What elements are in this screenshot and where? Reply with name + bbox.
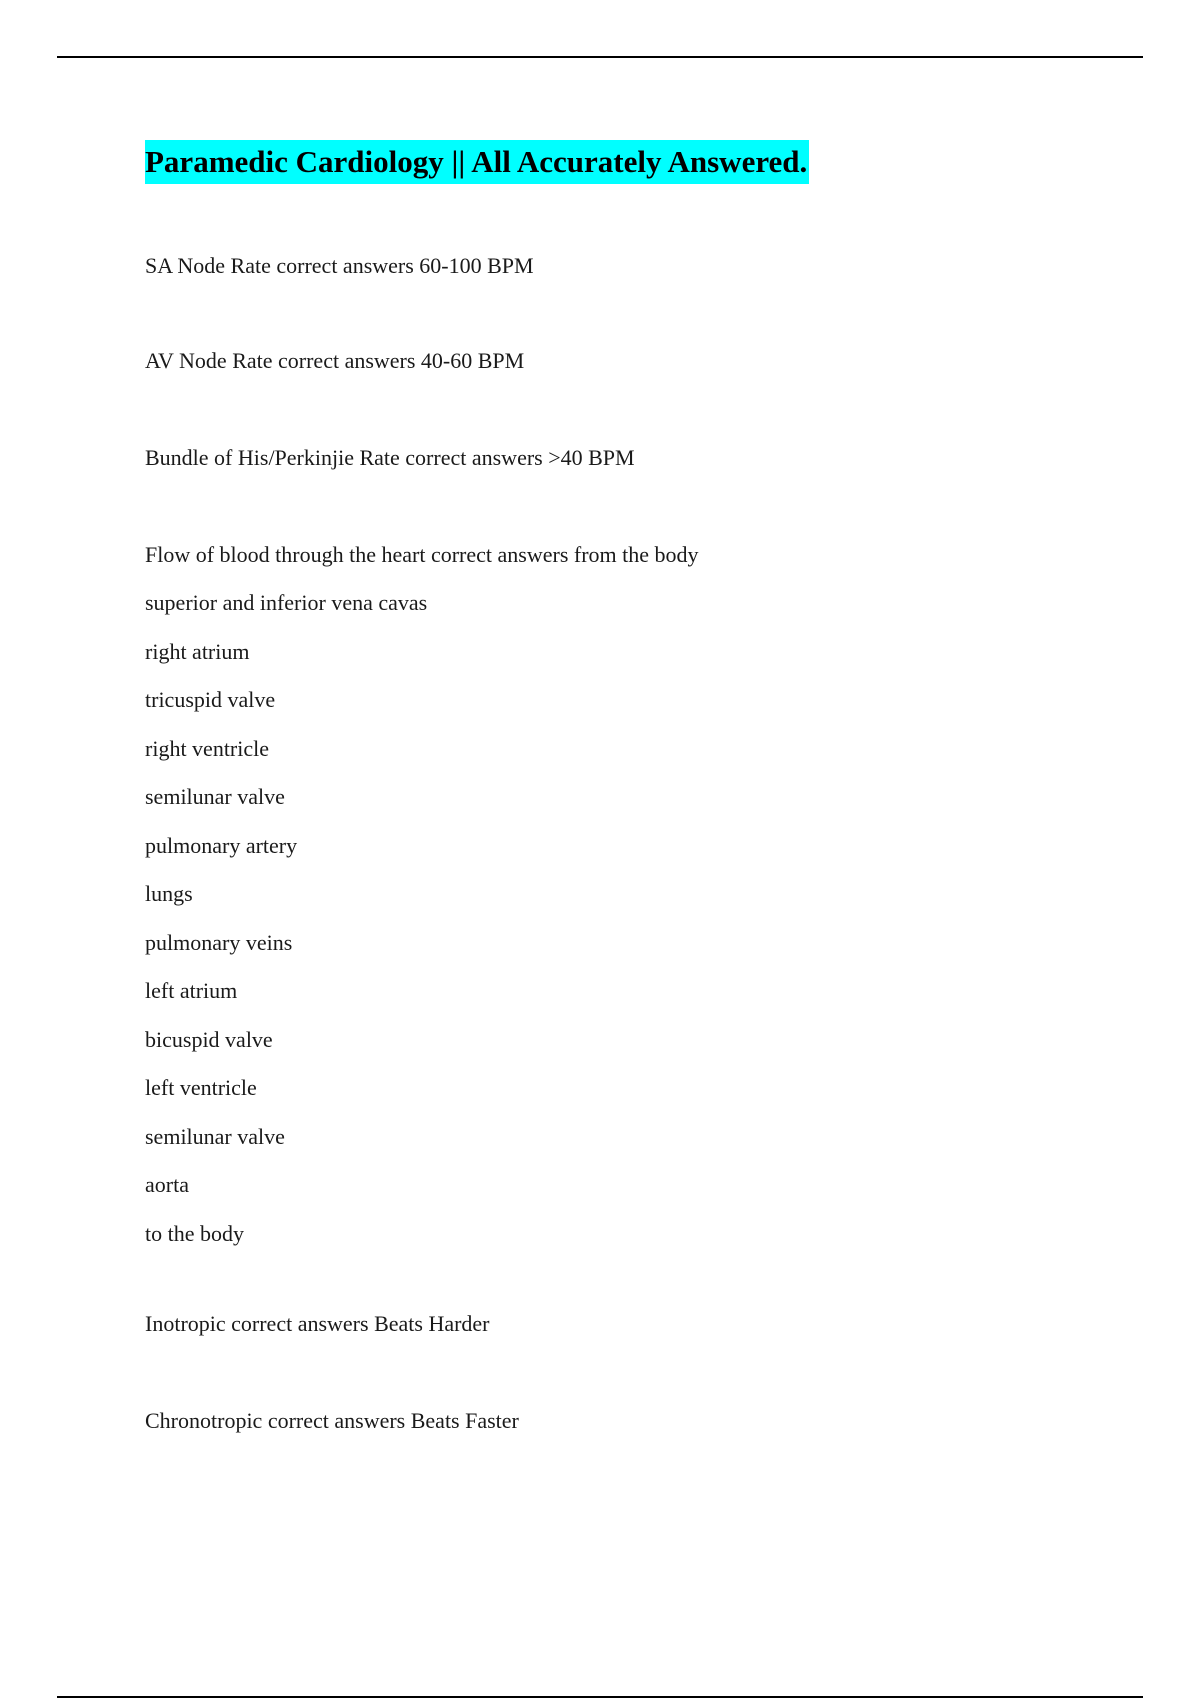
flow-step: right ventricle [145, 735, 270, 761]
flow-step: lungs [145, 881, 193, 906]
document-title: Paramedic Cardiology || All Accurately Answered. [145, 140, 809, 184]
footer-rule [57, 1696, 1143, 1698]
flow-step: superior and inferior vena cavas [145, 590, 428, 615]
flow-step: to the body [145, 1220, 244, 1246]
document-body [145, 140, 1105, 1433]
qa-sa-node-rate: SA Node Rate correct answers 60-100 BPM [145, 253, 534, 278]
flow-step: aorta [145, 1172, 189, 1197]
qa-blood-flow: Flow of blood through the heart correct answers from the body [145, 542, 699, 567]
flow-step: left atrium [145, 978, 238, 1003]
flow-step: semilunar valve [145, 784, 285, 809]
qa-bundle-of-his-rate: Bundle of His/Perkinjie Rate correct answers >40 BPM [145, 445, 635, 470]
header-rule [57, 56, 1143, 58]
flow-step: left ventricle [145, 1075, 257, 1100]
qa-av-node-rate: AV Node Rate correct answers 40-60 BPM [145, 348, 525, 373]
flow-step: tricuspid valve [145, 687, 276, 712]
blood-flow-steps [145, 589, 427, 1268]
flow-step: pulmonary artery [145, 832, 298, 858]
qa-chronotropic: Chronotropic correct answers Beats Faster [145, 1408, 519, 1433]
qa-inotropic: Inotropic correct answers Beats Harder [145, 1311, 490, 1336]
flow-step: right atrium [145, 638, 250, 664]
flow-step: bicuspid valve [145, 1026, 273, 1052]
flow-step: pulmonary veins [145, 929, 293, 955]
flow-step: semilunar valve [145, 1123, 285, 1149]
